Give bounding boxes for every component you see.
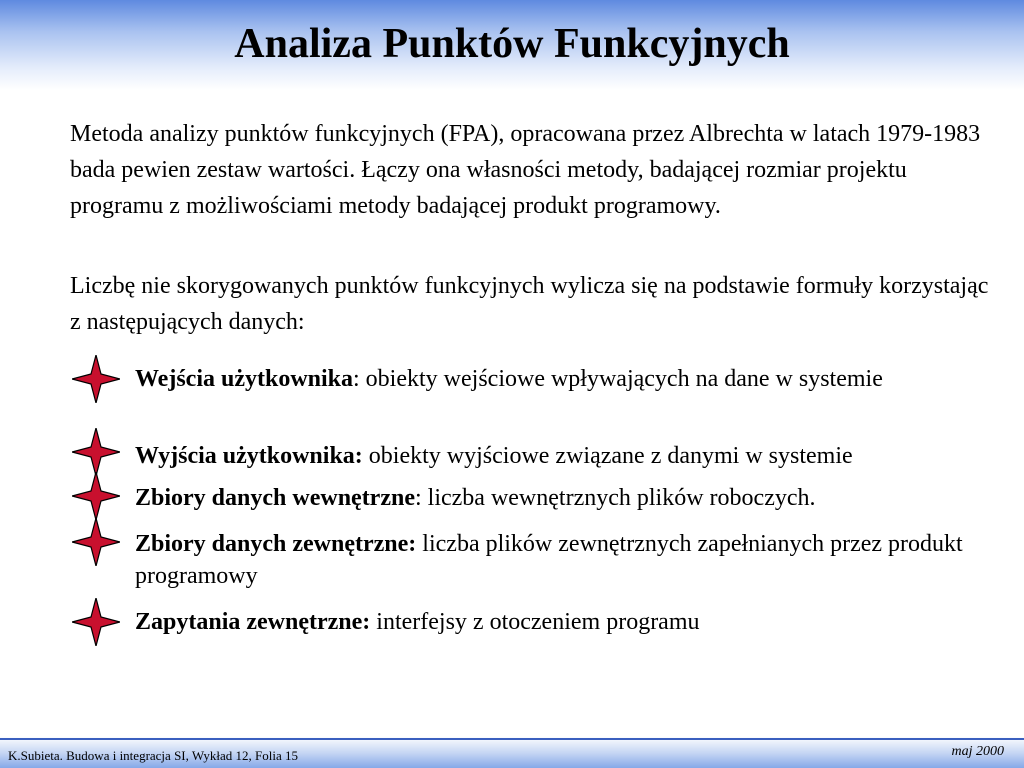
four-point-star-icon: [72, 428, 120, 476]
bullet-text: [135, 606, 1015, 638]
formula-paragraph: Liczbę nie skorygowanych punktów funkcyjnych wylicza się na podstawie formuły korzystając z następujących danych:: [70, 273, 989, 335]
bullet-term: Zapytania zewnętrzne:: [135, 609, 371, 635]
bullet-description: interfejsy z otoczeniem programu: [370, 609, 700, 635]
bullet-text: [135, 482, 1015, 514]
four-point-star-icon: [72, 518, 120, 566]
bullet-term: Zbiory danych zewnętrzne:: [135, 531, 417, 557]
footer-date: maj 2000: [951, 744, 1004, 759]
four-point-star-icon: [72, 472, 120, 520]
bullet-description: liczba plików zewnętrznych zapełnianych przez produkt programowy: [135, 531, 963, 589]
footer-credit: K.Subieta. Budowa i integracja SI, Wykład 12, Folia 15: [8, 748, 298, 763]
bullet-text: [135, 440, 1015, 472]
footer-divider: [0, 738, 1024, 740]
intro-paragraph: Metoda analizy punktów funkcyjnych (FPA), opracowana przez Albrechta w latach 1979-1983 bada pewien zestaw wartości. Łączy ona własności metody, badającej rozmiar projektu programu z możliwościami metody badającej produkt programowy.: [70, 121, 981, 219]
bullet-term: Zbiory danych wewnętrzne: [135, 485, 415, 511]
four-point-star-icon: [72, 598, 120, 646]
bullet-text: [135, 528, 1015, 592]
slide-title: Analiza Punktów Funkcyjnych: [234, 21, 790, 67]
four-point-star-icon: [72, 355, 120, 403]
bullet-description: : liczba wewnętrznych plików roboczych.: [414, 485, 816, 511]
bullet-description: obiekty wyjściowe związane z danymi w systemie: [362, 443, 853, 469]
bullet-term: Wyjścia użytkownika:: [135, 443, 363, 469]
bullet-description: : obiekty wejściowe wpływających na dane w systemie: [353, 366, 883, 392]
bullet-term: Wejścia użytkownika: [135, 366, 354, 392]
bullet-text: [135, 363, 1015, 395]
